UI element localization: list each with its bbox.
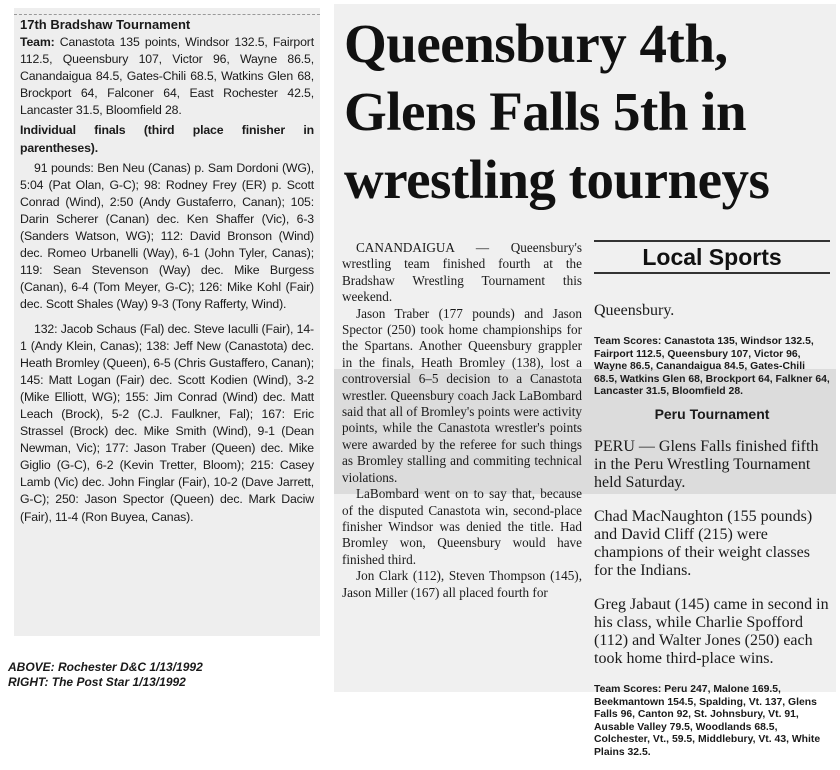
peru-paragraph-1: PERU — Glens Falls finished fifth in the Peru Wrestling Tournament held Saturday. — [594, 438, 819, 491]
article-paragraph-3: LaBombard went on to say that, because of the disputed Canastota win, second-place finisher Windsor was denied the title. Had Bromley won, Queensbury would have finished third. — [342, 486, 582, 567]
article-paragraph-2: Jason Traber (177 pounds) and Jason Spector (250) took home championships for the Spartans. Another Queensbury grappler in the finals, Heath Bromley (138), lost a controversial 6–5 decision to a Canastota wrestler. Queensbury coach Jack LaBombard said that all of Bromley's points were activity points, while the Canastota wrestler's points were awarded by the referee for such things as Bromley stalling and commiting technical violations. — [342, 305, 582, 485]
peru-paragraph-2: Chad MacNaughton (155 pounds) and David Cliff (215) were champions of their weight classes for the Indians. — [594, 508, 813, 579]
source-captions — [8, 660, 203, 690]
article-column-left — [342, 240, 582, 601]
tournament-title: 17th Bradshaw Tournament — [20, 17, 191, 32]
team-label: Team: — [20, 35, 55, 49]
team-results — [20, 34, 314, 119]
local-sports-banner: Local Sports — [594, 240, 830, 274]
rochester-clipping — [14, 8, 320, 636]
team-scores-bradshaw: Team Scores: Canastota 135, Windsor 132.5, Fairport 112.5, Queensbury 107, Victor 96, Wayne 86.5, Canandaigua 84.5, Gates-Chili 68.5, Watkins Glen 68, Brockport 64, Falkner 64, Lancaster 31.5, Bloomfield 28. — [594, 336, 830, 398]
team-text: Canastota 135 points, Windsor 132.5, Fairport 112.5, Queensbury 107, Victor 96, Wayne 86.5, Canandaigua 84.5, Gates-Chili 68.5, Watkins Glen 68, Brockport 64, Falconer 64, East Rochester 42.5, Lancaster 31.5, Bloomfield 28. — [20, 35, 314, 118]
article-headline: Queensbury 4th, Glens Falls 5th in wrestling tourneys — [344, 13, 770, 210]
queensbury-scores-block — [594, 286, 830, 409]
results-paragraph-2: 132: Jacob Schaus (Fal) dec. Steve Iaculli (Fair), 14-1 (Andy Klein, Canas); 138: Jeff New (Canastota) dec. Heath Bromley (Queen), 6-5 (Chris Gustaffero, Canan); 145: Matt Logan (Fair) dec. Scott Kodien (Wind), 3-2 (Mike Elliott, WG); 155: Jim Conrad (Wind) dec. Matt Leach (Brock), 5-2 (C.J. Faulkner, Fal); 167: Eric Strassel (Brock) dec. Mike Smith (Wind), 9-1 (Dean Newman, Vic); 177: Jason Traber (Queen) dec. Mike Giglio (G-C), 6-2 (Kevin Tretter, Bloom); 215: Casey Lamb (Vic) dec. John Finglar (Fair), 10-2 (Dave Jarrett, G-C); 250: Jason Spector (Queen) dec. Mark Daciw (Fair), 11-4 (Ron Buyea, Canas). — [20, 321, 314, 524]
caption-above: ABOVE: Rochester D&C 1/13/1992 — [8, 660, 203, 674]
peru-paragraph-3: Greg Jabaut (145) came in second in his class, while Charlie Spofford (112) and Walter Jones (250) each took home third-place wins. — [594, 596, 829, 667]
caption-right: RIGHT: The Post Star 1/13/1992 — [8, 675, 186, 689]
article-paragraph-4: Jon Clark (112), Steven Thompson (145), Jason Miller (167) all placed fourth for — [342, 568, 582, 600]
peru-tournament-title: Peru Tournament — [654, 406, 770, 422]
clipping-cut-edge — [14, 8, 320, 15]
results-paragraph-1: 91 pounds: Ben Neu (Canas) p. Sam Dordoni (WG), 5:04 (Pat Olan, G-C); 98: Rodney Frey (ER) p. Scott Conrad (Wind), 2:50 (Andy Gustaferro, Canan); 105: Darin Scherer (Canan) dec. Ken Shaffer (Vic), 6-3 (Sanders Watson, WG); 112: David Bronson (Wind) dec. Romeo Urbanelli (Way), 6-1 (John Tyler, Canas); 119: Sean Stevenson (Way) dec. Mike Burgess (Canan), 6-4 (Tom Meyer, G-C); 126: Mike Kohl (Fair) dec. Scott Shales (Way) 9-3 (Tony Rafferty, Wind). — [20, 160, 314, 312]
article-paragraph-1: CANANDAIGUA — Queensbury's wrestling team finished fourth at the Bradshaw Wrestling Tournament this weekend. — [342, 240, 582, 305]
queensbury-word: Queensbury. — [594, 302, 675, 319]
peru-article — [594, 422, 830, 770]
team-scores-peru: Team Scores: Peru 247, Malone 169.5, Beekmantown 154.5, Spalding, Vt. 137, Glens Falls 96, Canton 92, St. Johnsbury, Vt. 91, Ausable Valley 79.5, Woodlands 68.5, Colchester, Vt., 59.5, Middlebury, Vt. 43, White Plains 32.5. — [594, 684, 821, 758]
individual-label: Individual finals (third place finisher in parentheses). — [20, 123, 314, 155]
post-star-clipping — [334, 4, 836, 758]
